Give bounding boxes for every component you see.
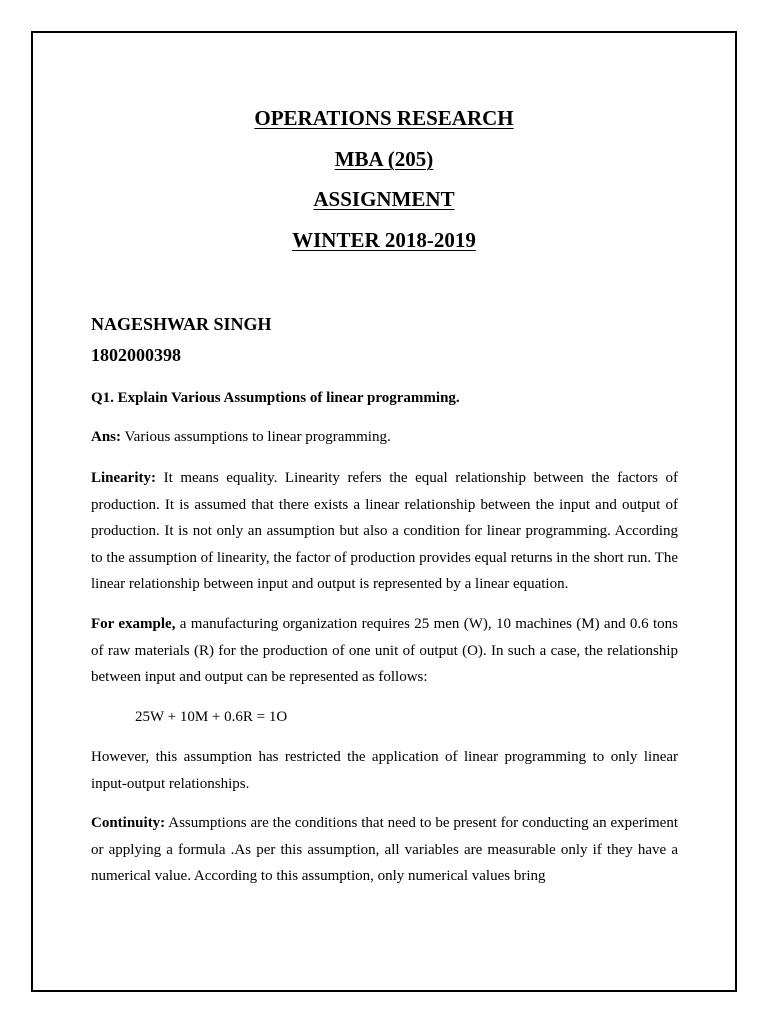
- question-heading: Q1. Explain Various Assumptions of linear programming.: [91, 390, 460, 406]
- example-text: a manufacturing organization requires 25 men (W), 10 machines (M) and 0.6 tons of raw materials (R) for the production of one unit of output (O). In such a case, the relationship between input and output can be represented as follows:: [91, 616, 678, 686]
- answer-intro: [91, 424, 678, 451]
- linearity-text: It means equality. Linearity refers the equal relationship between the factors of production. It is assumed that there exists a linear relationship between the input and output of production. It is not only an assumption but also a condition for linear programming. According to the assumption of linearity, the factor of production provides equal returns in the short run. The linear relationship between input and output is represented by a linear equation.: [91, 470, 678, 593]
- answer-text: Various assumptions to linear programming.: [121, 429, 391, 445]
- course-code: MBA (205): [334, 147, 434, 171]
- linearity-paragraph: [91, 465, 678, 598]
- author-name: NAGESHWAR SINGH: [91, 314, 272, 334]
- continuity-text: Assumptions are the conditions that need to be present for conducting an experiment or applying a formula .As per this assumption, all variables are measurable only if they have a numerical value. According to this assumption, only numerical values bring: [91, 815, 678, 885]
- continuity-label: Continuity:: [91, 815, 166, 831]
- continuity-paragraph: [91, 810, 678, 890]
- example-paragraph: [91, 611, 678, 691]
- answer-label: Ans:: [91, 429, 122, 445]
- equation: 25W + 10M + 0.6R = 1O: [135, 709, 288, 725]
- roll-number: 1802000398: [91, 345, 181, 365]
- example-label: For example,: [91, 616, 176, 632]
- however-paragraph: However, this assumption has restricted the application of linear programming to only linear input-output relationships.: [91, 749, 678, 792]
- document-title: OPERATIONS RESEARCH: [254, 106, 514, 130]
- term: WINTER 2018-2019: [292, 228, 476, 252]
- document-type: ASSIGNMENT: [313, 187, 455, 211]
- linearity-label: Linearity:: [91, 470, 156, 486]
